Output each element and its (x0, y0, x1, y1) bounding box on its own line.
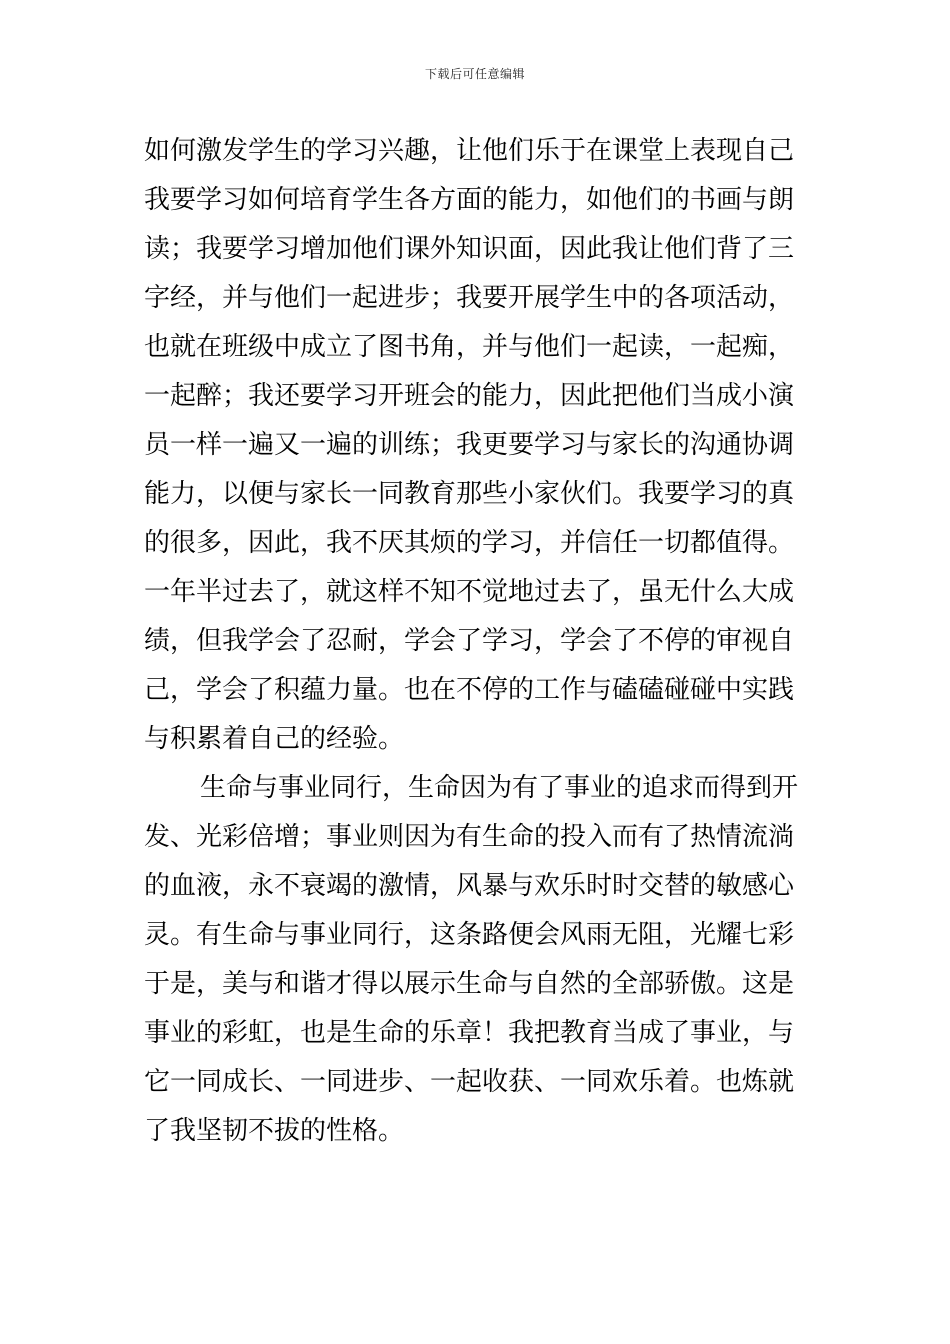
text-line: 发、光彩倍增；事业则因为有生命的投入而有了热情流淌 (144, 822, 795, 852)
text-line: 灵。有生命与事业同行，这条路便会风雨无阻，光耀七彩 (144, 920, 795, 950)
document-body (144, 127, 808, 1156)
text-line: 一年半过去了，就这样不知不觉地过去了，虽无什么大成 (144, 577, 795, 607)
text-line: 如何激发学生的学习兴趣，让他们乐于在课堂上表现自己 (144, 136, 795, 166)
text-line: 一起醉；我还要学习开班会的能力，因此把他们当成小演 (144, 381, 795, 411)
text-line: 的血液，永不衰竭的激情，风暴与欢乐时时交替的敏感心 (144, 871, 795, 901)
text-line: 与积累着自己的经验。 (144, 724, 405, 754)
text-line: 能力，以便与家长一同教育那些小家伙们。我要学习的真 (144, 479, 795, 509)
text-line: 读；我要学习增加他们课外知识面，因此我让他们背了三 (144, 234, 795, 264)
text-line: 员一样一遍又一遍的训练；我更要学习与家长的沟通协调 (144, 430, 795, 460)
text-line: 了我坚韧不拔的性格。 (144, 1116, 405, 1146)
page-header-note: 下载后可任意编辑 (424, 67, 525, 81)
text-line: 也就在班级中成立了图书角，并与他们一起读，一起痴， (144, 332, 795, 362)
text-line: 绩，但我学会了忍耐，学会了学习，学会了不停的审视自 (144, 626, 795, 656)
paragraph-first-line: 生命与事业同行，生命因为有了事业的追求而得到开 (200, 773, 799, 803)
text-line: 我要学习如何培育学生各方面的能力，如他们的书画与朗 (144, 185, 795, 215)
text-line: 它一同成长、一同进步、一起收获、一同欢乐着。也炼就 (144, 1067, 795, 1097)
text-line: 己，学会了积蕴力量。也在不停的工作与磕磕碰碰中实践 (144, 675, 795, 705)
text-line: 事业的彩虹，也是生命的乐章！我把教育当成了事业，与 (144, 1018, 795, 1048)
text-line: 于是，美与和谐才得以展示生命与自然的全部骄傲。这是 (144, 969, 795, 999)
text-line: 的很多，因此，我不厌其烦的学习，并信任一切都值得。 (144, 528, 795, 558)
text-line: 字经，并与他们一起进步；我要开展学生中的各项活动， (144, 283, 795, 313)
